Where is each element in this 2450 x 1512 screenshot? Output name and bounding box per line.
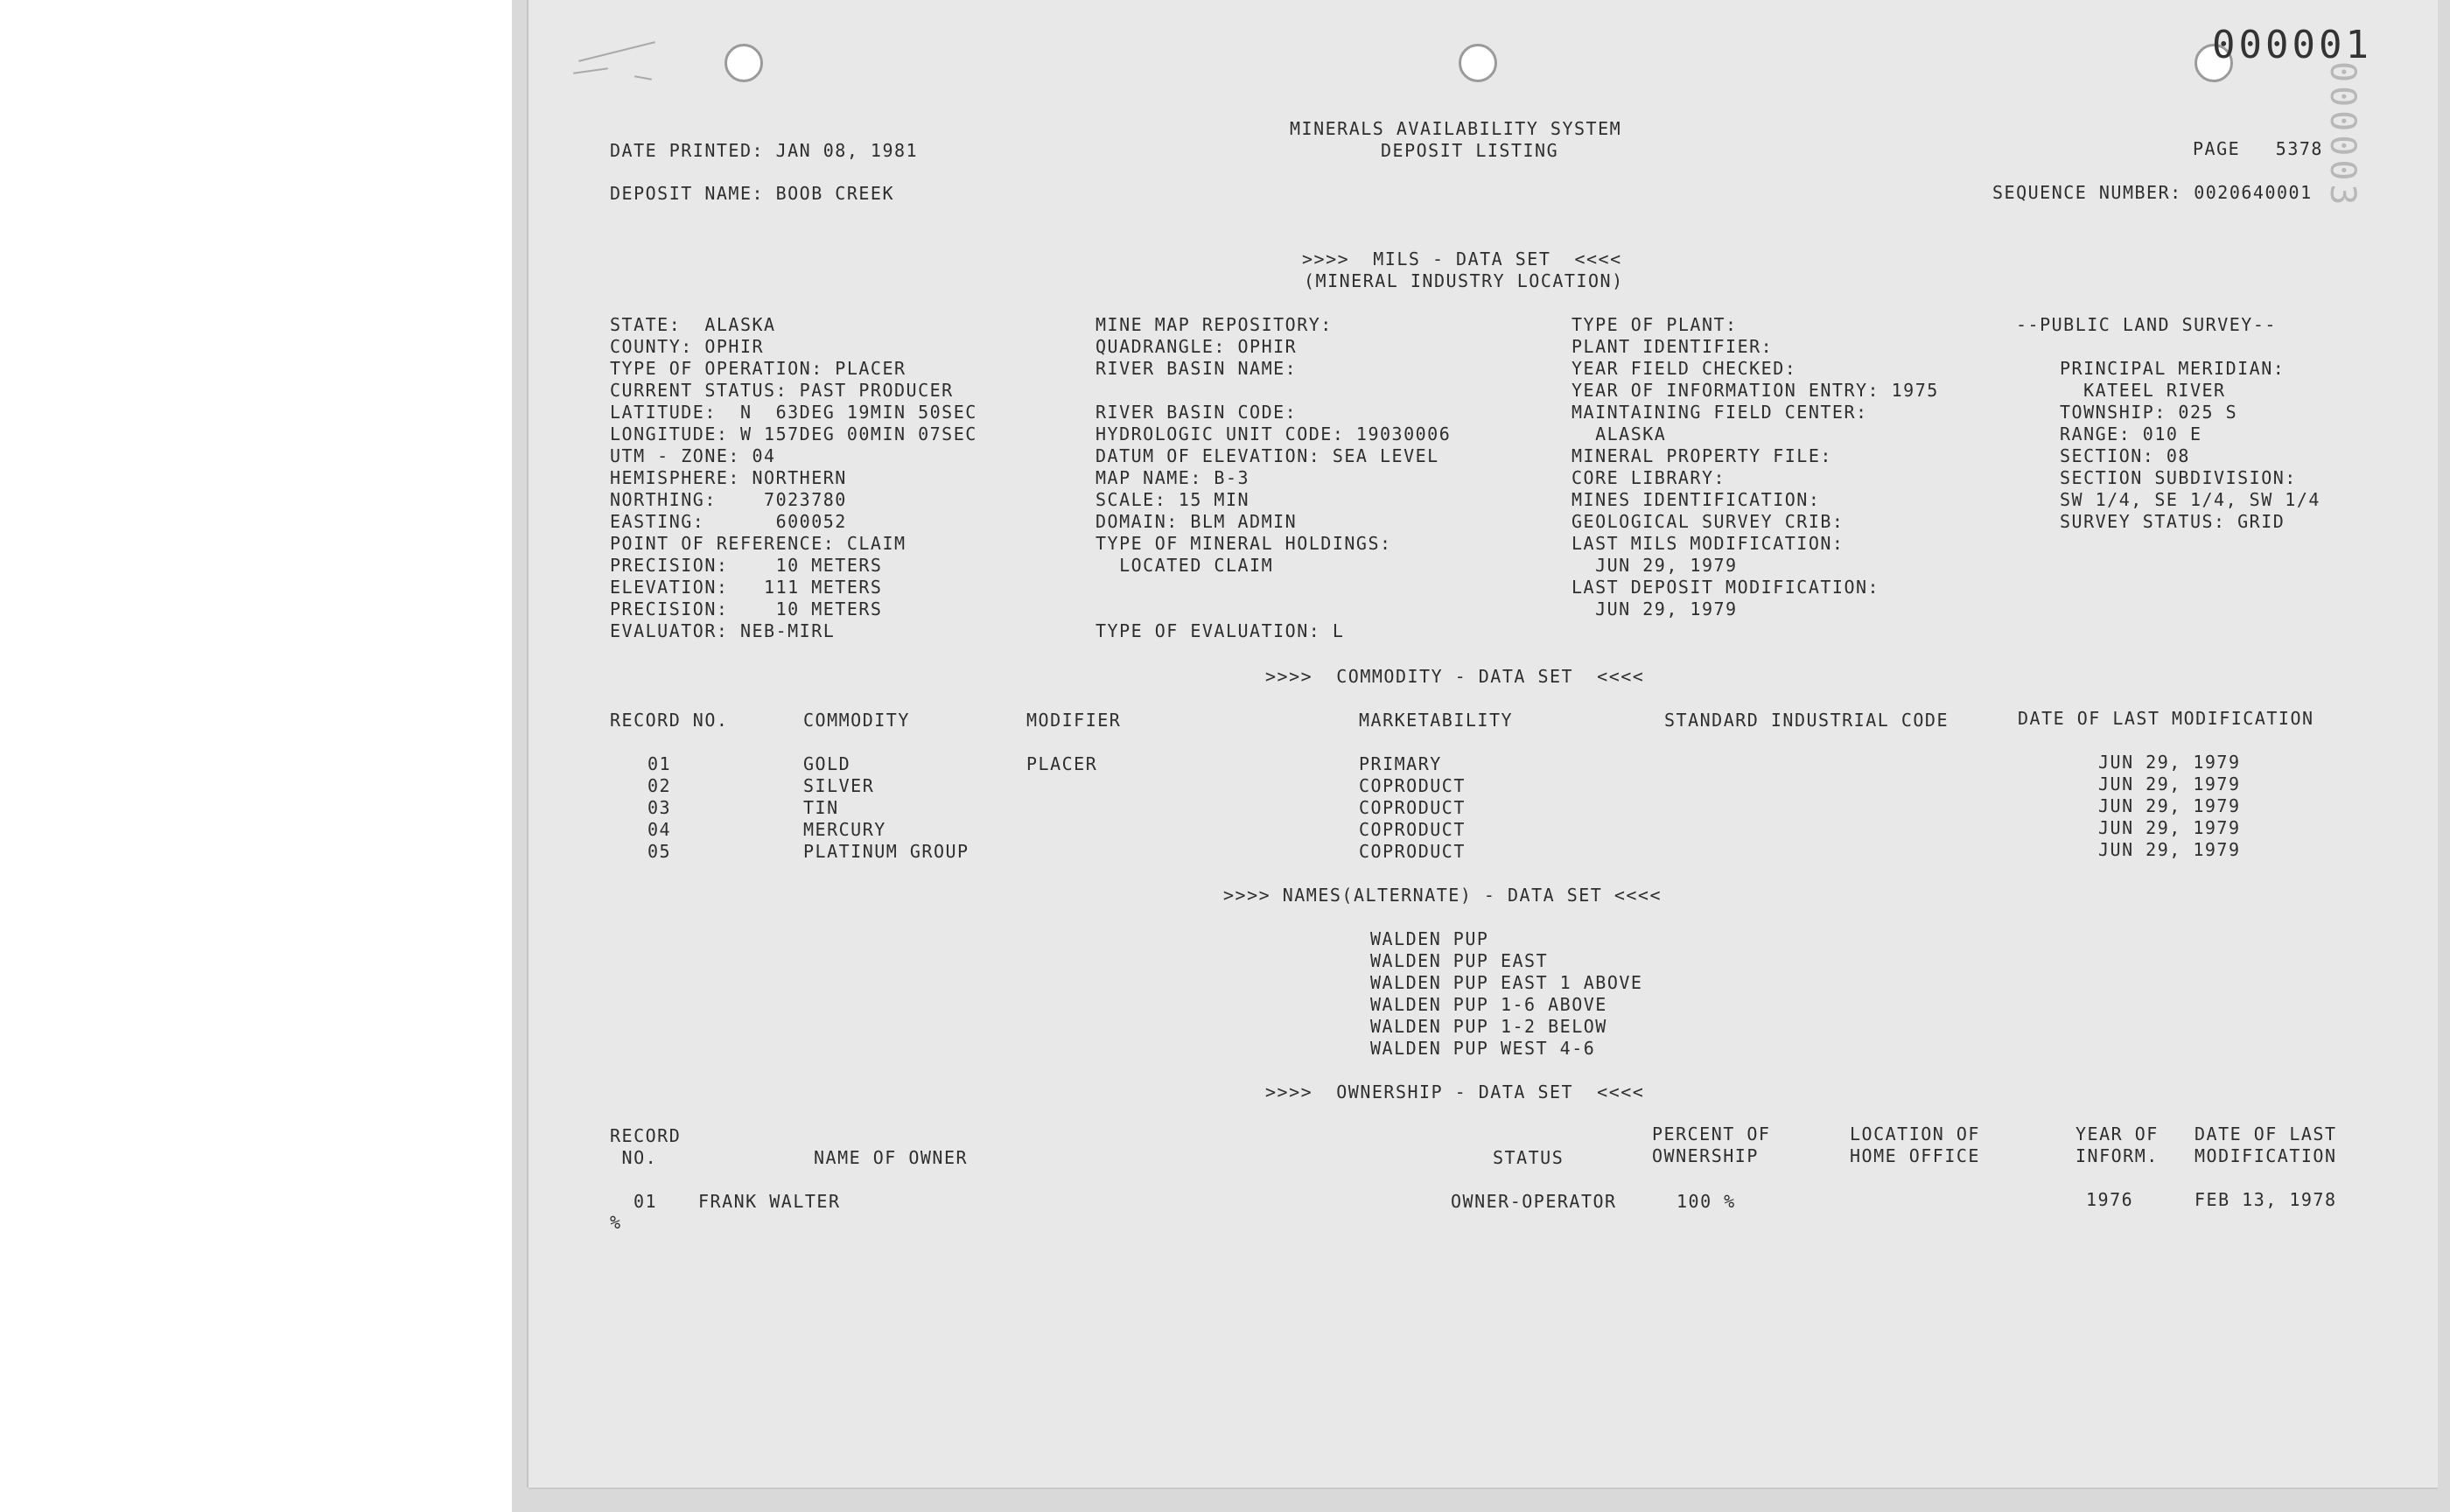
modifier-cell: PLACER xyxy=(1026,753,1098,774)
mils-field: EVALUATOR: NEB-MIRL xyxy=(610,620,836,641)
list-item: WALDEN PUP EAST xyxy=(1370,950,1549,971)
list-item: WALDEN PUP EAST 1 ABOVE xyxy=(1370,972,1643,993)
table-header: OWNERSHIP xyxy=(1652,1145,1759,1166)
marketability-cell: PRIMARY xyxy=(1359,753,1442,774)
mils-field: ALASKA xyxy=(1572,424,1667,444)
punch-hole-left xyxy=(724,44,763,82)
table-header: RECORD NO. xyxy=(610,710,729,731)
table-header: MODIFIER xyxy=(1026,710,1122,731)
mils-field: JUN 29, 1979 xyxy=(1572,555,1738,576)
mils-field: STATE: ALASKA xyxy=(610,314,776,335)
mils-field: LATITUDE: N 63DEG 19MIN 50SEC xyxy=(610,402,977,423)
mils-field: RANGE: 010 E xyxy=(2060,424,2202,444)
table-header: PERCENT OF xyxy=(1652,1124,1771,1144)
mils-field: YEAR OF INFORMATION ENTRY: 1975 xyxy=(1572,380,1939,401)
mils-field: MAP NAME: B-3 xyxy=(1096,467,1250,488)
mils-field: EASTING: 600052 xyxy=(610,511,847,532)
marketability-cell: COPRODUCT xyxy=(1359,775,1466,796)
mils-field: SECTION: 08 xyxy=(2060,445,2190,466)
table-header: INFORM. xyxy=(2076,1145,2159,1166)
mils-field: JUN 29, 1979 xyxy=(1572,598,1738,620)
table-header: COMMODITY xyxy=(803,710,910,731)
sequence-number: SEQUENCE NUMBER: 0020640001 xyxy=(1992,182,2313,203)
commodity-cell: SILVER xyxy=(803,775,875,796)
mils-field: HYDROLOGIC UNIT CODE: 19030006 xyxy=(1096,424,1452,444)
mils-field: RIVER BASIN NAME: xyxy=(1096,358,1298,379)
commodity-section-title: >>>> COMMODITY - DATA SET <<<< xyxy=(1265,666,1645,687)
mils-field: TYPE OF MINERAL HOLDINGS: xyxy=(1096,533,1392,554)
mils-field: MINERAL PROPERTY FILE: xyxy=(1572,445,1832,466)
marketability-cell: COPRODUCT xyxy=(1359,797,1466,818)
mils-section-title: >>>> MILS - DATA SET <<<< xyxy=(1302,248,1622,270)
mils-field: TYPE OF OPERATION: PLACER xyxy=(610,358,906,379)
mils-field: YEAR FIELD CHECKED: xyxy=(1572,358,1797,379)
commodity-cell: PLATINUM GROUP xyxy=(803,841,970,862)
table-header: DATE OF LAST MODIFICATION xyxy=(2018,708,2314,729)
table-header: RECORD xyxy=(610,1125,682,1146)
record-cell: 02 xyxy=(648,775,672,796)
date-cell: FEB 13, 1978 xyxy=(2194,1189,2337,1210)
date-cell: JUN 29, 1979 xyxy=(2098,817,2241,838)
deposit-name: DEPOSIT NAME: BOOB CREEK xyxy=(610,183,894,204)
mils-field: SECTION SUBDIVISION: xyxy=(2060,467,2297,488)
mils-field: SCALE: 15 MIN xyxy=(1096,489,1250,510)
commodity-cell: MERCURY xyxy=(803,819,886,840)
mils-field: LOCATED CLAIM xyxy=(1096,555,1274,576)
mils-field: PRECISION: 10 METERS xyxy=(610,555,883,576)
date-printed: DATE PRINTED: JAN 08, 1981 xyxy=(610,140,919,161)
mils-field: TYPE OF EVALUATION: L xyxy=(1096,620,1345,641)
mils-field: TYPE OF PLANT: xyxy=(1572,314,1738,335)
mils-field: RIVER BASIN CODE: xyxy=(1096,402,1298,423)
listing-title: DEPOSIT LISTING xyxy=(1381,140,1559,161)
mils-field: MINE MAP REPOSITORY: xyxy=(1096,314,1333,335)
mils-field: MINES IDENTIFICATION: xyxy=(1572,489,1821,510)
mils-field: MAINTAINING FIELD CENTER: xyxy=(1572,402,1868,423)
mils-field: PRECISION: 10 METERS xyxy=(610,598,883,620)
mils-field: CURRENT STATUS: PAST PRODUCER xyxy=(610,380,954,401)
record-cell: 04 xyxy=(648,819,672,840)
table-header: NAME OF OWNER xyxy=(814,1147,969,1168)
side-number-stamp: 000003 xyxy=(2322,61,2362,209)
owner-name-cell: FRANK WALTER xyxy=(698,1191,841,1212)
mils-section-subtitle: (MINERAL INDUSTRY LOCATION) xyxy=(1304,270,1624,291)
table-header: MODIFICATION xyxy=(2194,1145,2337,1166)
table-header: HOME OFFICE xyxy=(1850,1145,1980,1166)
mils-field: UTM - ZONE: 04 xyxy=(610,445,776,466)
status-cell: OWNER-OPERATOR xyxy=(1451,1191,1617,1212)
mils-field: KATEEL RIVER xyxy=(2060,380,2226,401)
marketability-cell: COPRODUCT xyxy=(1359,819,1466,840)
mils-field: PLANT IDENTIFIER: xyxy=(1572,336,1774,357)
table-header: DATE OF LAST xyxy=(2194,1124,2337,1144)
table-header: LOCATION OF xyxy=(1850,1124,1980,1144)
mils-field: QUADRANGLE: OPHIR xyxy=(1096,336,1298,357)
page-number-stamp: 000001 xyxy=(2212,23,2372,67)
record-cell: 01 xyxy=(634,1191,658,1212)
commodity-cell: GOLD xyxy=(803,753,851,774)
record-cell: 03 xyxy=(648,797,672,818)
mils-field: ELEVATION: 111 METERS xyxy=(610,577,883,598)
list-item: WALDEN PUP xyxy=(1370,928,1489,949)
mils-field: LAST DEPOSIT MODIFICATION: xyxy=(1572,577,1880,598)
printout-sheet xyxy=(528,0,2438,1488)
list-item: WALDEN PUP WEST 4-6 xyxy=(1370,1038,1596,1059)
date-cell: JUN 29, 1979 xyxy=(2098,752,2241,773)
table-header: STATUS xyxy=(1493,1147,1564,1168)
mils-field: CORE LIBRARY: xyxy=(1572,467,1726,488)
marketability-cell: COPRODUCT xyxy=(1359,841,1466,862)
punch-hole-center xyxy=(1459,44,1497,82)
page-number: PAGE 5378 xyxy=(2193,138,2323,159)
table-header: YEAR OF xyxy=(2076,1124,2159,1144)
list-item: WALDEN PUP 1-6 ABOVE xyxy=(1370,994,1607,1015)
mils-field: LAST MILS MODIFICATION: xyxy=(1572,533,1844,554)
date-cell: JUN 29, 1979 xyxy=(2098,839,2241,860)
table-header: MARKETABILITY xyxy=(1359,710,1514,731)
mils-field: COUNTY: OPHIR xyxy=(610,336,765,357)
mils-field: SW 1/4, SE 1/4, SW 1/4 xyxy=(2060,489,2320,510)
mils-field: DATUM OF ELEVATION: SEA LEVEL xyxy=(1096,445,1439,466)
mils-field: NORTHING: 7023780 xyxy=(610,489,847,510)
list-item: WALDEN PUP 1-2 BELOW xyxy=(1370,1016,1607,1037)
system-title: MINERALS AVAILABILITY SYSTEM xyxy=(1290,118,1622,139)
mils-field: PRINCIPAL MERIDIAN: xyxy=(2060,358,2286,379)
mils-field: DOMAIN: BLM ADMIN xyxy=(1096,511,1298,532)
mils-field: LONGITUDE: W 157DEG 00MIN 07SEC xyxy=(610,424,977,444)
date-cell: JUN 29, 1979 xyxy=(2098,795,2241,816)
mils-field: POINT OF REFERENCE: CLAIM xyxy=(610,533,906,554)
mils-field: SURVEY STATUS: GRID xyxy=(2060,511,2286,532)
mils-field: HEMISPHERE: NORTHERN xyxy=(610,467,847,488)
date-cell: JUN 29, 1979 xyxy=(2098,774,2241,794)
names-section-title: >>>> NAMES(ALTERNATE) - DATA SET <<<< xyxy=(1223,885,1662,906)
record-cell: 01 xyxy=(648,753,672,774)
record-cell: 05 xyxy=(648,841,672,862)
ownership-section-title: >>>> OWNERSHIP - DATA SET <<<< xyxy=(1265,1082,1645,1102)
end-of-record-mark: % xyxy=(610,1212,622,1233)
mils-field: GEOLOGICAL SURVEY CRIB: xyxy=(1572,511,1844,532)
commodity-cell: TIN xyxy=(803,797,839,818)
table-header: NO. xyxy=(610,1147,658,1168)
year-cell: 1976 xyxy=(2086,1189,2134,1210)
table-header: STANDARD INDUSTRIAL CODE xyxy=(1664,710,1949,731)
public-land-survey-title: --PUBLIC LAND SURVEY-- xyxy=(2016,314,2277,335)
percent-cell: 100 % xyxy=(1676,1191,1736,1212)
mils-field: TOWNSHIP: 025 S xyxy=(2060,402,2238,423)
